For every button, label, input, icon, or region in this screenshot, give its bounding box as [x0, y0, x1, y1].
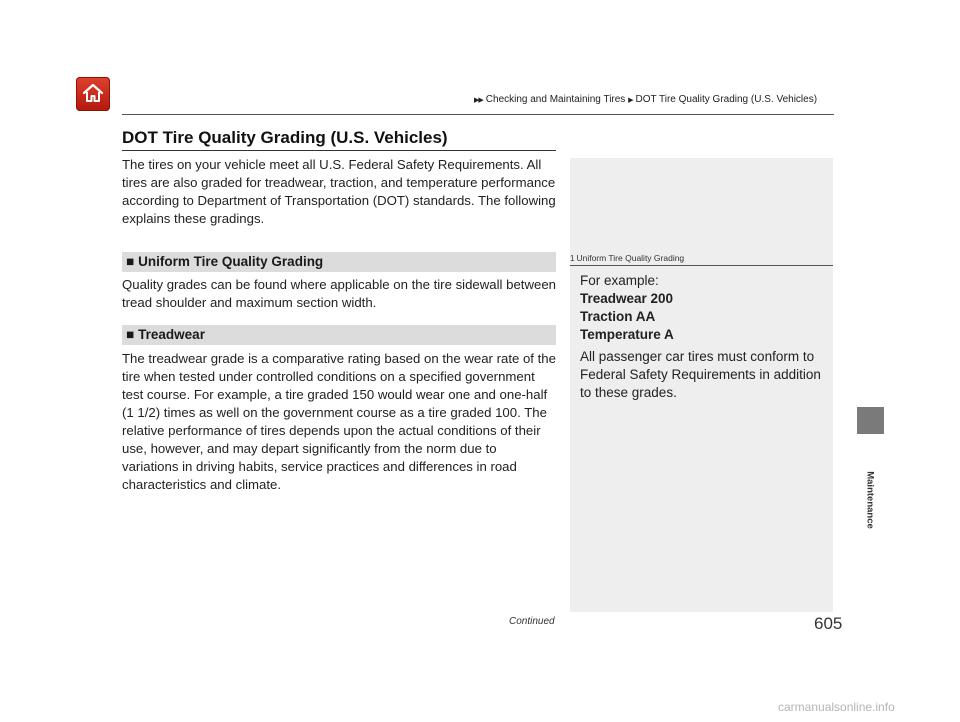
- title-divider: [122, 150, 556, 151]
- chapter-tab-marker[interactable]: [857, 407, 884, 434]
- example-block: [580, 272, 830, 344]
- section-heading: [122, 252, 556, 272]
- side-note-text: All passenger car tires must conform to Federal Safety Requirements in addition to these grades.: [580, 349, 821, 400]
- home-icon: [81, 81, 105, 105]
- note-marker-icon: 1: [570, 254, 575, 263]
- example-line: Treadwear 200: [580, 291, 674, 306]
- section-heading-label: Treadwear: [138, 327, 205, 342]
- home-button[interactable]: [76, 77, 110, 111]
- watermark: carmanualsonline.info: [778, 700, 895, 714]
- example-label: For example:: [580, 273, 659, 288]
- section-heading-label: Uniform Tire Quality Grading: [138, 254, 324, 269]
- page-title: DOT Tire Quality Grading (U.S. Vehicles): [122, 128, 448, 147]
- continued-label: Continued: [509, 616, 555, 627]
- double-arrow-icon: ▶▶: [474, 97, 483, 104]
- square-bullet-icon: ■: [126, 254, 135, 269]
- side-note-header: [570, 253, 684, 263]
- example-line: Temperature A: [580, 327, 674, 342]
- intro-paragraph: The tires on your vehicle meet all U.S. Federal Safety Requirements. All tires are also graded for treadwear, traction, and temperature performance according to Department of Transportation (DOT) standards. The following explains these gradings.: [122, 157, 556, 226]
- header-divider: [122, 114, 834, 115]
- side-note-header-label: Uniform Tire Quality Grading: [576, 253, 685, 263]
- page-number: 605: [814, 614, 843, 633]
- side-note-divider: [570, 265, 833, 266]
- chapter-tab-label[interactable]: Maintenance: [864, 471, 876, 529]
- section-paragraph: The treadwear grade is a comparative rating based on the wear rate of the tire when tested under controlled conditions on a specified government test course. For example, a tire graded 150 would wear one and one-half (1 1/2) times as well on the government course as a tire graded 100. The relative performance of tires depends upon the actual conditions of their use, however, and may depart significantly from the norm due to variations in driving habits, service practices and differences in road characteristics and climate.: [122, 351, 556, 492]
- example-line: Traction AA: [580, 309, 656, 324]
- breadcrumb-item[interactable]: Checking and Maintaining Tires: [485, 94, 626, 105]
- section-paragraph: Quality grades can be found where applicable on the tire sidewall between tread shoulder and maximum section width.: [122, 277, 556, 310]
- breadcrumb: [474, 94, 817, 105]
- arrow-icon: ▶: [628, 97, 633, 104]
- section-heading: [122, 325, 556, 345]
- breadcrumb-item[interactable]: DOT Tire Quality Grading (U.S. Vehicles): [635, 94, 818, 105]
- square-bullet-icon: ■: [126, 327, 135, 342]
